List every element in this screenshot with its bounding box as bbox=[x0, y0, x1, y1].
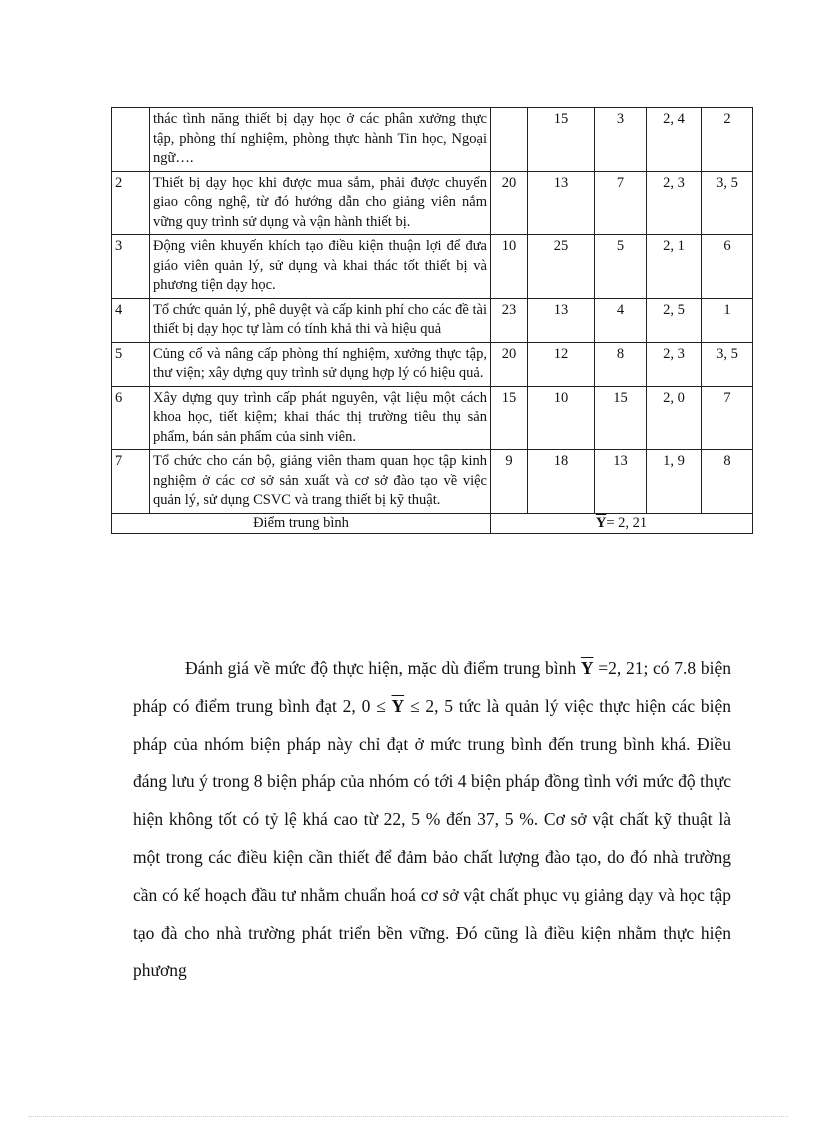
row-value-3: 5 bbox=[595, 235, 647, 299]
y-bar-symbol: $\overline{Y}$ bbox=[391, 695, 405, 716]
average-row bbox=[112, 513, 753, 533]
row-value-3: 3 bbox=[595, 108, 647, 172]
row-mean-score: 2, 3 bbox=[647, 171, 702, 235]
table-row bbox=[112, 386, 753, 450]
table-row bbox=[112, 298, 753, 342]
average-value-cell bbox=[491, 513, 753, 533]
row-value-2: 15 bbox=[528, 108, 595, 172]
row-value-1 bbox=[491, 108, 528, 172]
row-rank: 3, 5 bbox=[702, 171, 753, 235]
paragraph-text-3: ≤ 2, 5 tức là quản lý việc thực hiện các biện pháp của nhóm biện pháp này chỉ đạt ở mức trung bình đến trung bình khá. Điều đáng lưu ý trong 8 biện pháp của nhóm có tới 4 biện pháp đồng tình với mức độ thực hiện không tốt có tỷ lệ khá cao từ 22, 5 % đến 37, 5 %. Cơ sở vật chất kỹ thuật là một trong các điều kiện cần thiết để đảm bảo chất lượng đào tạo, do đó nhà trường cần có kế hoạch đầu tư nhằm chuẩn hoá cơ sở vật chất phục vụ giảng dạy và học tập tạo đà cho nhà trường phát triển bền vững. Đó cũng là điều kiện nhằm thực hiện phương bbox=[133, 695, 732, 981]
row-description: Thiết bị dạy học khi được mua sắm, phải được chuyển giao công nghệ, từ đó hướng dẫn cho giảng viên nắm vững quy trình sử dụng và vận hành thiết bị. bbox=[150, 171, 491, 235]
row-mean-score: 2, 5 bbox=[647, 298, 702, 342]
row-value-2: 12 bbox=[528, 342, 595, 386]
row-description: Động viên khuyến khích tạo điều kiện thuận lợi để đưa giáo viên quản lý, sử dụng và khai thác tốt thiết bị và phương tiện dạy học. bbox=[150, 235, 491, 299]
row-rank: 7 bbox=[702, 386, 753, 450]
y-bar-symbol: $\overline{Y}$ bbox=[595, 514, 607, 531]
y-bar-symbol: $\overline{Y}$ bbox=[580, 658, 594, 678]
row-description: Tổ chức quản lý, phê duyệt và cấp kinh phí cho các đề tài thiết bị dạy học tự làm có tính khả thi và hiệu quả bbox=[150, 298, 491, 342]
body-paragraph bbox=[133, 650, 731, 990]
row-description: Tổ chức cho cán bộ, giảng viên tham quan học tập kinh nghiệm ở các cơ sở sản xuất và cơ sở đào tạo về việc quản lý, sử dụng CSVC và trang thiết bị kỹ thuật. bbox=[150, 450, 491, 514]
row-mean-score: 2, 3 bbox=[647, 342, 702, 386]
average-value: = 2, 21 bbox=[606, 514, 648, 531]
row-description: Củng cố và nâng cấp phòng thí nghiệm, xưởng thực tập, thư viện; xây dựng quy trình sử dụng hợp lý có hiệu quả. bbox=[150, 342, 491, 386]
row-value-1: 10 bbox=[491, 235, 528, 299]
row-number: 2 bbox=[112, 171, 150, 235]
row-value-1: 23 bbox=[491, 298, 528, 342]
row-value-1: 15 bbox=[491, 386, 528, 450]
evaluation-table bbox=[111, 107, 753, 534]
row-value-2: 13 bbox=[528, 298, 595, 342]
row-value-3: 15 bbox=[595, 386, 647, 450]
row-number bbox=[112, 108, 150, 172]
row-number: 5 bbox=[112, 342, 150, 386]
table-row bbox=[112, 450, 753, 514]
row-value-1: 20 bbox=[491, 171, 528, 235]
row-description: thác tình năng thiết bị dạy học ở các phân xưởng thực tập, phòng thí nghiệm, phòng thực hành Tin học, Ngoại ngữ…. bbox=[150, 108, 491, 172]
paragraph-text-2: =2, 21; có 7.8 biện pháp có điểm trung bình đạt 2, 0 ≤ bbox=[133, 658, 731, 716]
row-mean-score: 2, 1 bbox=[647, 235, 702, 299]
table-body bbox=[112, 108, 753, 534]
average-label: Điểm trung bình bbox=[112, 513, 491, 533]
row-value-3: 13 bbox=[595, 450, 647, 514]
row-rank: 2 bbox=[702, 108, 753, 172]
row-mean-score: 1, 9 bbox=[647, 450, 702, 514]
row-number: 3 bbox=[112, 235, 150, 299]
row-value-3: 8 bbox=[595, 342, 647, 386]
table-row bbox=[112, 171, 753, 235]
row-value-3: 4 bbox=[595, 298, 647, 342]
table-row bbox=[112, 108, 753, 172]
row-value-3: 7 bbox=[595, 171, 647, 235]
paragraph-text-1: Đánh giá về mức độ thực hiện, mặc dù điểm trung bình bbox=[185, 658, 581, 678]
row-mean-score: 2, 4 bbox=[647, 108, 702, 172]
page-footer-divider bbox=[28, 1116, 788, 1117]
row-description: Xây dựng quy trình cấp phát nguyên, vật liệu một cách khoa học, tiết kiệm; khai thác thị trường tiêu thụ sản phẩm, bán sản phẩm của sinh viên. bbox=[150, 386, 491, 450]
row-number: 6 bbox=[112, 386, 150, 450]
row-number: 7 bbox=[112, 450, 150, 514]
table-row bbox=[112, 342, 753, 386]
row-rank: 8 bbox=[702, 450, 753, 514]
table-row bbox=[112, 235, 753, 299]
row-value-2: 10 bbox=[528, 386, 595, 450]
row-mean-score: 2, 0 bbox=[647, 386, 702, 450]
row-value-2: 13 bbox=[528, 171, 595, 235]
row-number: 4 bbox=[112, 298, 150, 342]
row-value-1: 20 bbox=[491, 342, 528, 386]
row-value-2: 25 bbox=[528, 235, 595, 299]
row-rank: 6 bbox=[702, 235, 753, 299]
row-rank: 3, 5 bbox=[702, 342, 753, 386]
row-value-2: 18 bbox=[528, 450, 595, 514]
row-value-1: 9 bbox=[491, 450, 528, 514]
row-rank: 1 bbox=[702, 298, 753, 342]
